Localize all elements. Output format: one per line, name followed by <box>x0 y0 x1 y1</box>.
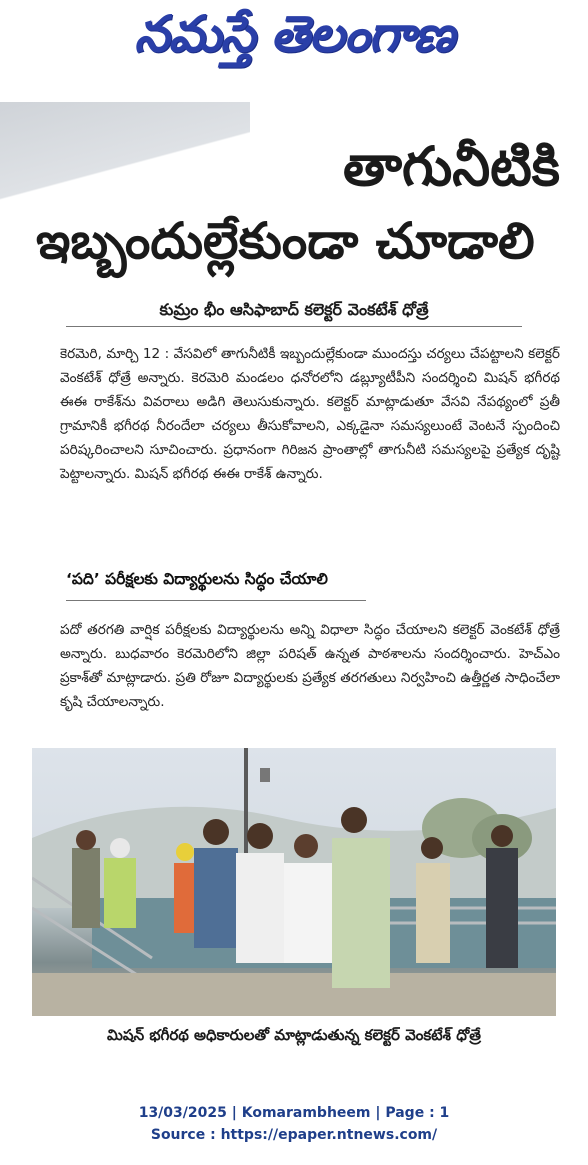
lamp <box>260 768 270 782</box>
article-photo <box>32 748 556 1016</box>
byline: కుమ్రం భీం ఆసిఫాబాద్ కలెక్టర్ వెంకటేశ్ ధోత్రే <box>159 300 429 319</box>
subheading-divider <box>66 600 366 601</box>
photo-illustration <box>32 748 556 1016</box>
concrete-wall <box>32 973 556 1016</box>
footer-source: Source : https://epaper.ntnews.com/ <box>150 1127 438 1143</box>
divider <box>66 326 522 327</box>
lamp-post <box>244 748 248 858</box>
article-paragraph-2: పదో తరగతి వార్షిక పరీక్షలకు విద్యార్థులను అన్ని విధాలా సిద్ధం చేయాలని కలెక్టర్ వెంకటేశ్ ధోత్రే అన్నారు. బుధవారం కెరమెరిలోని జిల్లా పరిషత్ ఉన్నత పాఠశాలను సందర్శించారు. హెచ్‌ఎం ప్రకాశ్‌తో మాట్లాడారు. ప్రతి రోజూ విద్యార్థులకు ప్రత్యేక తరగతులు నిర్వహించి ఉత్తీర్ణత సాధించేలా కృషి చేయాలన్నారు. <box>60 622 560 710</box>
page-footer <box>0 1102 588 1146</box>
headline-line-2: ఇబ్బందుల్లేకుండా చూడాలి <box>36 212 535 270</box>
footer-date-edition: 13/03/2025 | Komarambheem | Page : 1 <box>138 1105 450 1121</box>
article-paragraph-1: కెరమెరి, మార్చి 12 : వేసవిలో తాగునీటికీ ఇబ్బందుల్లేకుండా ముందస్తు చర్యలు చేపట్టాలని కలెక్టర్ వెంకటేశ్ ధోత్రే అన్నారు. కెరమెరి మండలం ధనోరలోని డబ్ల్యూటీపీని సందర్శించి మిషన్ భగీరథ ఈఈ రాకేశ్‌ను వివరాలు అడిగి తెలుసుకున్నారు. కలెక్టర్ మాట్లాడుతూ వేసవి నేపథ్యంలో ప్రతీ గ్రామానికీ భగీరథ నీరందేలా చర్యలు తీసుకోవాలని, ఎక్కడైనా సమస్యలుంటే వెంటనే స్పందించి పరిష్కరించాలని సూచించారు. ప్రధానంగా గిరిజన ప్రాంతాల్లో తాగునీటి సమస్యలపై ప్రత్యేక దృష్టి పెట్టాలన్నారు. మిషన్ భగీరథ ఈఈ రాకేశ్ ఉన్నారు. <box>60 346 560 482</box>
newspaper-logo: నమస్తే తెలంగాణ <box>134 4 454 63</box>
photo-caption: మిషన్ భగీరథ అధికారులతో మాట్లాడుతున్న కలెక్టర్ వెంకటేశ్ ధోత్రే <box>107 1026 481 1044</box>
masthead <box>0 0 588 80</box>
subheading: ‘పది’ పరీక్షలకు విద్యార్థులను సిద్ధం చేయాలి <box>66 570 328 588</box>
headline-line-1: తాగునీటికి <box>343 135 560 198</box>
